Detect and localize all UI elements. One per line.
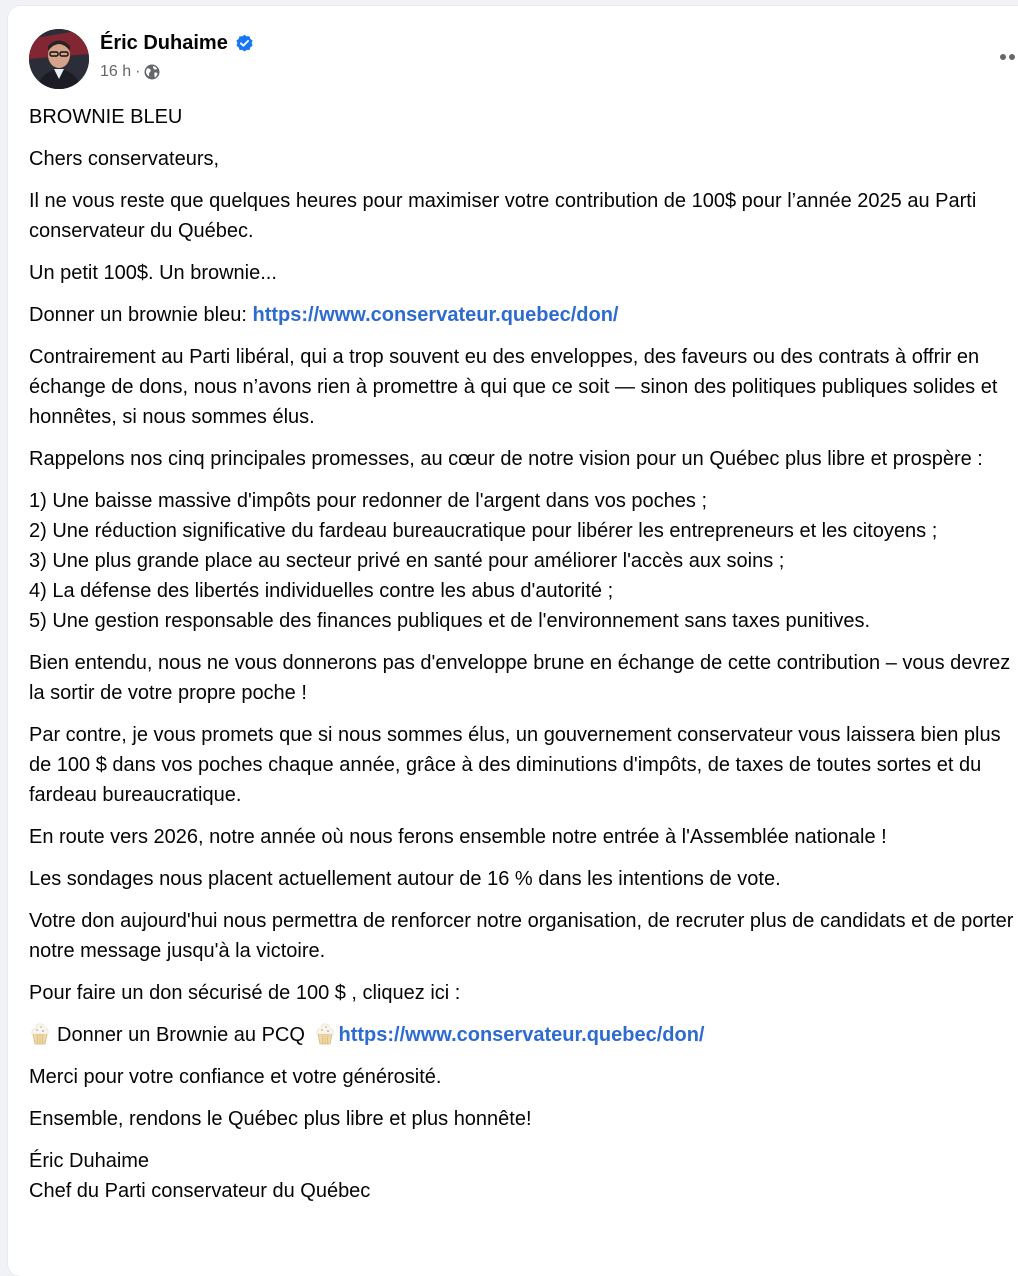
post-paragraph: Rappelons nos cinq principales promesses, au cœur de notre vision pour un Québec plus libre et prospère : — [29, 448, 983, 470]
post-greeting: Chers conservateurs, — [29, 148, 220, 170]
post-title: BROWNIE BLEU — [29, 106, 183, 128]
post-meta — [100, 63, 160, 81]
post-timestamp[interactable]: 16 h — [100, 63, 132, 80]
more-options-button[interactable] — [992, 45, 1018, 69]
promises-list — [29, 486, 1018, 636]
post-header — [29, 29, 1018, 91]
post-body — [29, 102, 1018, 1218]
post-card — [8, 6, 1018, 1276]
post-paragraph: Merci pour votre confiance et votre générosité. — [29, 1066, 442, 1088]
post-paragraph: Bien entendu, nous ne vous donnerons pas d'enveloppe brune en échange de cette contribution – vous devrez la sortir de votre propre poche ! — [29, 652, 1011, 704]
post-paragraph: En route vers 2026, notre année où nous ferons ensemble notre entrée à l'Assemblée nationale ! — [29, 826, 887, 848]
promise-item: 3) Une plus grande place au secteur privé en santé pour améliorer l'accès aux soins ; — [29, 550, 785, 572]
promise-item: 2) Une réduction significative du fardeau bureaucratique pour libérer les entrepreneurs et les citoyens ; — [29, 520, 938, 542]
post-paragraph: Votre don aujourd'hui nous permettra de renforcer notre organisation, de recruter plus de candidats et de porter notre message jusqu'à la victoire. — [29, 910, 1014, 962]
cupcake-icon — [314, 1021, 336, 1045]
post-paragraph: Un petit 100$. Un brownie... — [29, 262, 277, 284]
avatar[interactable] — [29, 29, 89, 89]
avatar-photo — [29, 29, 89, 89]
more-options-icon-dot — [1000, 54, 1006, 60]
donate-line — [29, 300, 1018, 330]
brownie-donate-link[interactable]: https://www.conservateur.quebec/don/ — [338, 1024, 705, 1046]
verified-badge-icon — [235, 34, 254, 53]
more-options-icon-dot — [1009, 54, 1015, 60]
meta-separator: · — [135, 63, 141, 80]
post-paragraph: Il ne vous reste que quelques heures pour maximiser votre contribution de 100$ pour l’année 2025 au Parti conservateur du Québec. — [29, 190, 977, 242]
post-paragraph: Par contre, je vous promets que si nous sommes élus, un gouvernement conservateur vous laissera bien plus de 100 $ dans vos poches chaque année, grâce à des diminutions d'impôts, de taxes de toutes sortes et du fardeau bureaucratique. — [29, 724, 1001, 806]
promise-item: 1) Une baisse massive d'impôts pour redonner de l'argent dans vos poches ; — [29, 490, 708, 512]
post-paragraph: Pour faire un don sécurisé de 100 $ , cliquez ici : — [29, 982, 461, 1004]
author-name[interactable]: Éric Duhaime — [100, 32, 228, 54]
author-name-row — [100, 32, 254, 55]
signature-name: Éric Duhaime — [29, 1150, 150, 1172]
globe-icon[interactable] — [144, 64, 160, 80]
donate-text: Donner un brownie bleu: — [29, 304, 253, 326]
post-paragraph: Ensemble, rendons le Québec plus libre et plus honnête! — [29, 1108, 532, 1130]
post-paragraph: Contrairement au Parti libéral, qui a trop souvent eu des enveloppes, des faveurs ou des contrats à offrir en échange de dons, nous n’avons rien à promettre à qui que ce soit — sinon des politiques publiques solides et honnêtes, si nous sommes élus. — [29, 346, 998, 428]
promise-item: 5) Une gestion responsable des finances publiques et de l'environnement sans taxes punitives. — [29, 610, 871, 632]
brownie-donate-line — [29, 1020, 1018, 1050]
signature — [29, 1146, 1018, 1206]
promise-item: 4) La défense des libertés individuelles contre les abus d'autorité ; — [29, 580, 614, 602]
brownie-donate-text: Donner un Brownie au PCQ — [57, 1024, 305, 1046]
post-paragraph: Les sondages nous placent actuellement autour de 16 % dans les intentions de vote. — [29, 868, 781, 890]
donate-link[interactable]: https://www.conservateur.quebec/don/ — [252, 304, 619, 326]
cupcake-icon — [29, 1021, 51, 1045]
signature-title: Chef du Parti conservateur du Québec — [29, 1180, 371, 1202]
